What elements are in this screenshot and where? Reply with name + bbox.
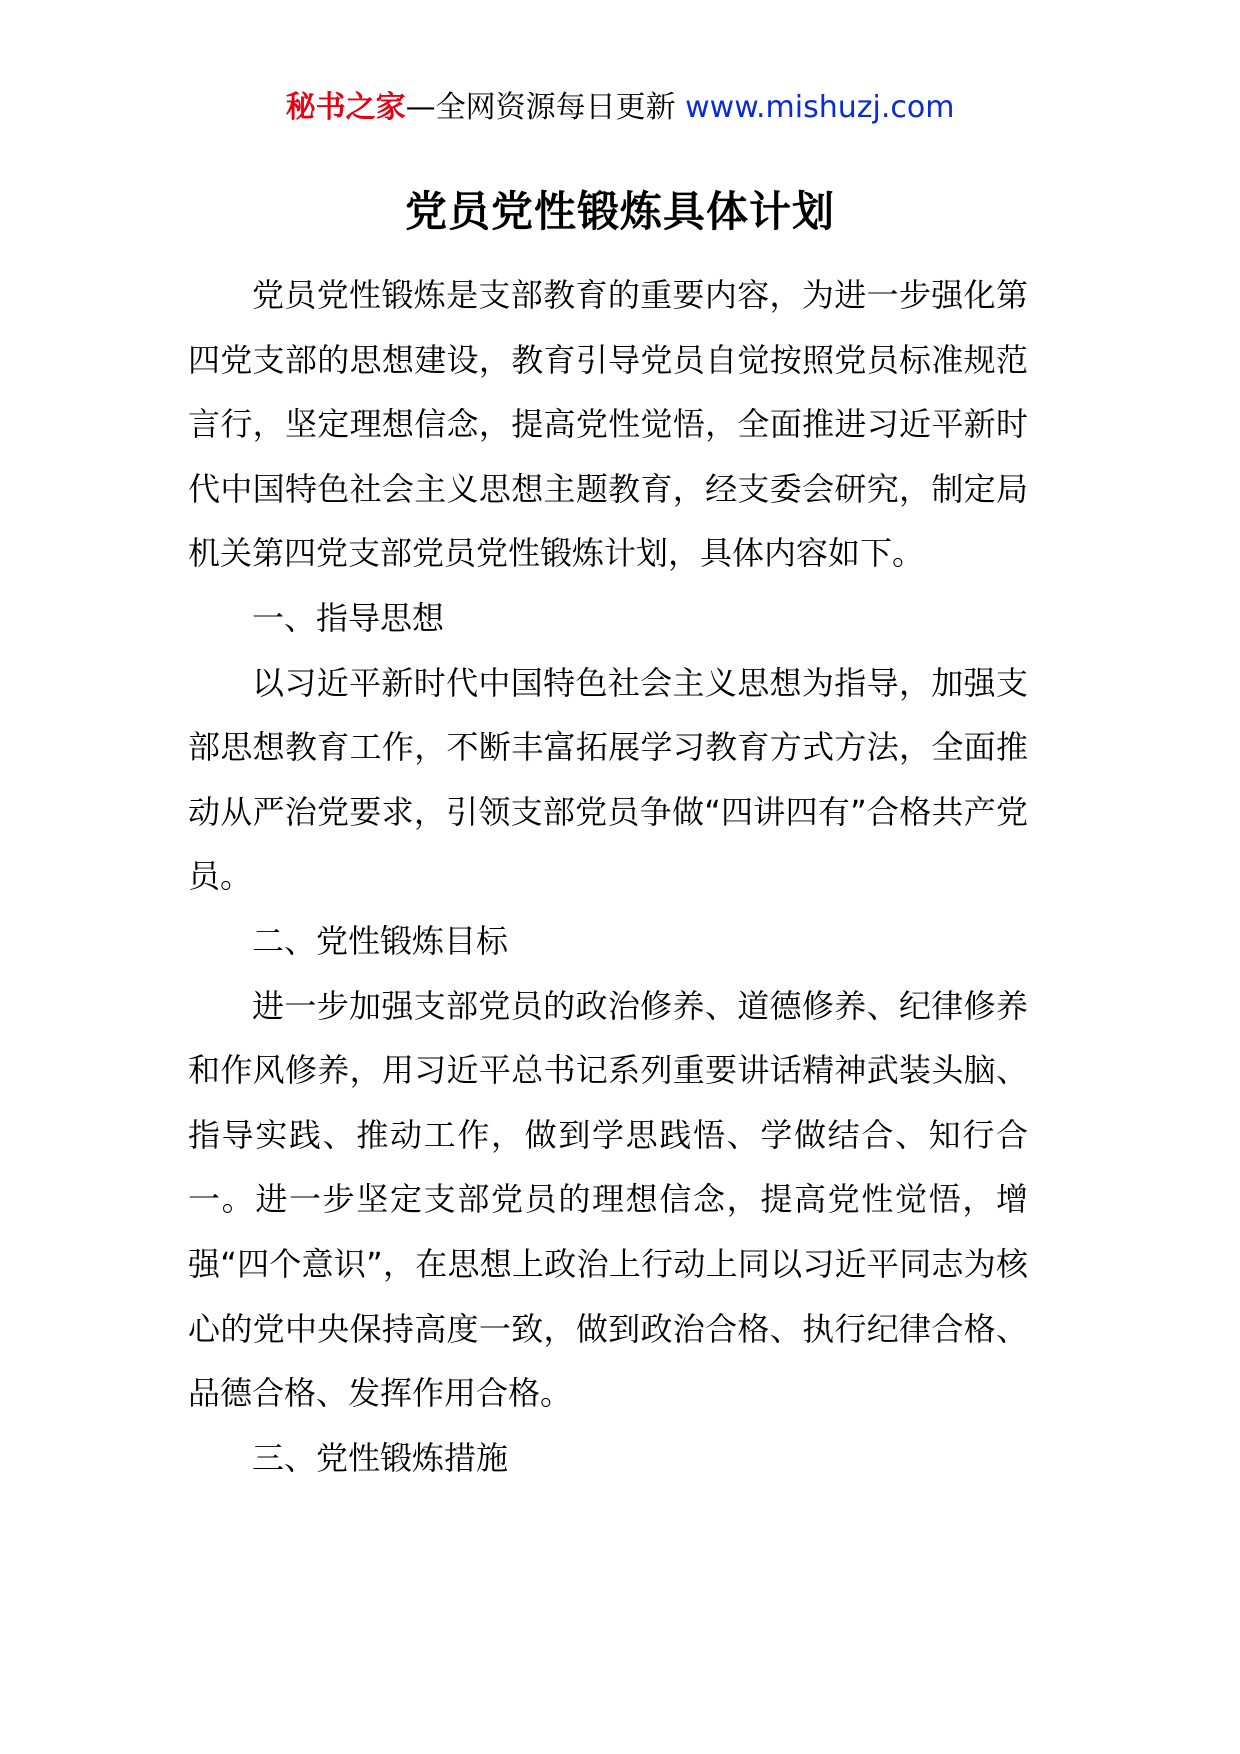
training-goals-paragraph: 进一步加强支部党员的政治修养、道德修养、纪律修养和作风修养，用习近平总书记系列重要讲话精神武装头脑、指导实践、推动工作，做到学思践悟、学做结合、知行合一。进一步坚定支部党员的理想信念，提高党性觉悟，增强“四个意识”，在思想上政治上行动上同以习近平同志为核心的党中央保持高度一致，做到政治合格、执行纪律合格、品德合格、发挥作用合格。	[188, 986, 1028, 1413]
section-heading-training-measures: 三、党性锻炼措施	[252, 1438, 509, 1477]
site-header	[0, 86, 1240, 130]
document-title: 党员党性锻炼具体计划	[404, 187, 835, 236]
site-brand: 秘书之家	[285, 90, 406, 125]
document-body	[188, 263, 1028, 1490]
intro-paragraph: 党员党性锻炼是支部教育的重要内容，为进一步强化第四党支部的思想建设，教育引导党员自觉按照党员标准规范言行，坚定理想信念，提高党性觉悟，全面推进习近平新时代中国特色社会主义思想主题教育，经支委会研究，制定局机关第四党支部党员党性锻炼计划，具体内容如下。	[188, 276, 1028, 573]
site-url-link[interactable]: www.mishuzj.com	[685, 90, 955, 125]
section-heading-guiding-ideology: 一、指导思想	[252, 598, 445, 637]
guiding-ideology-paragraph: 以习近平新时代中国特色社会主义思想为指导，加强支部思想教育工作，不断丰富拓展学习教育方式方法，全面推动从严治党要求，引领支部党员争做“四讲四有”合格共产党员。	[188, 663, 1028, 896]
section-heading-training-goals: 二、党性锻炼目标	[252, 921, 509, 960]
site-tagline: —全网资源每日更新	[405, 90, 676, 125]
